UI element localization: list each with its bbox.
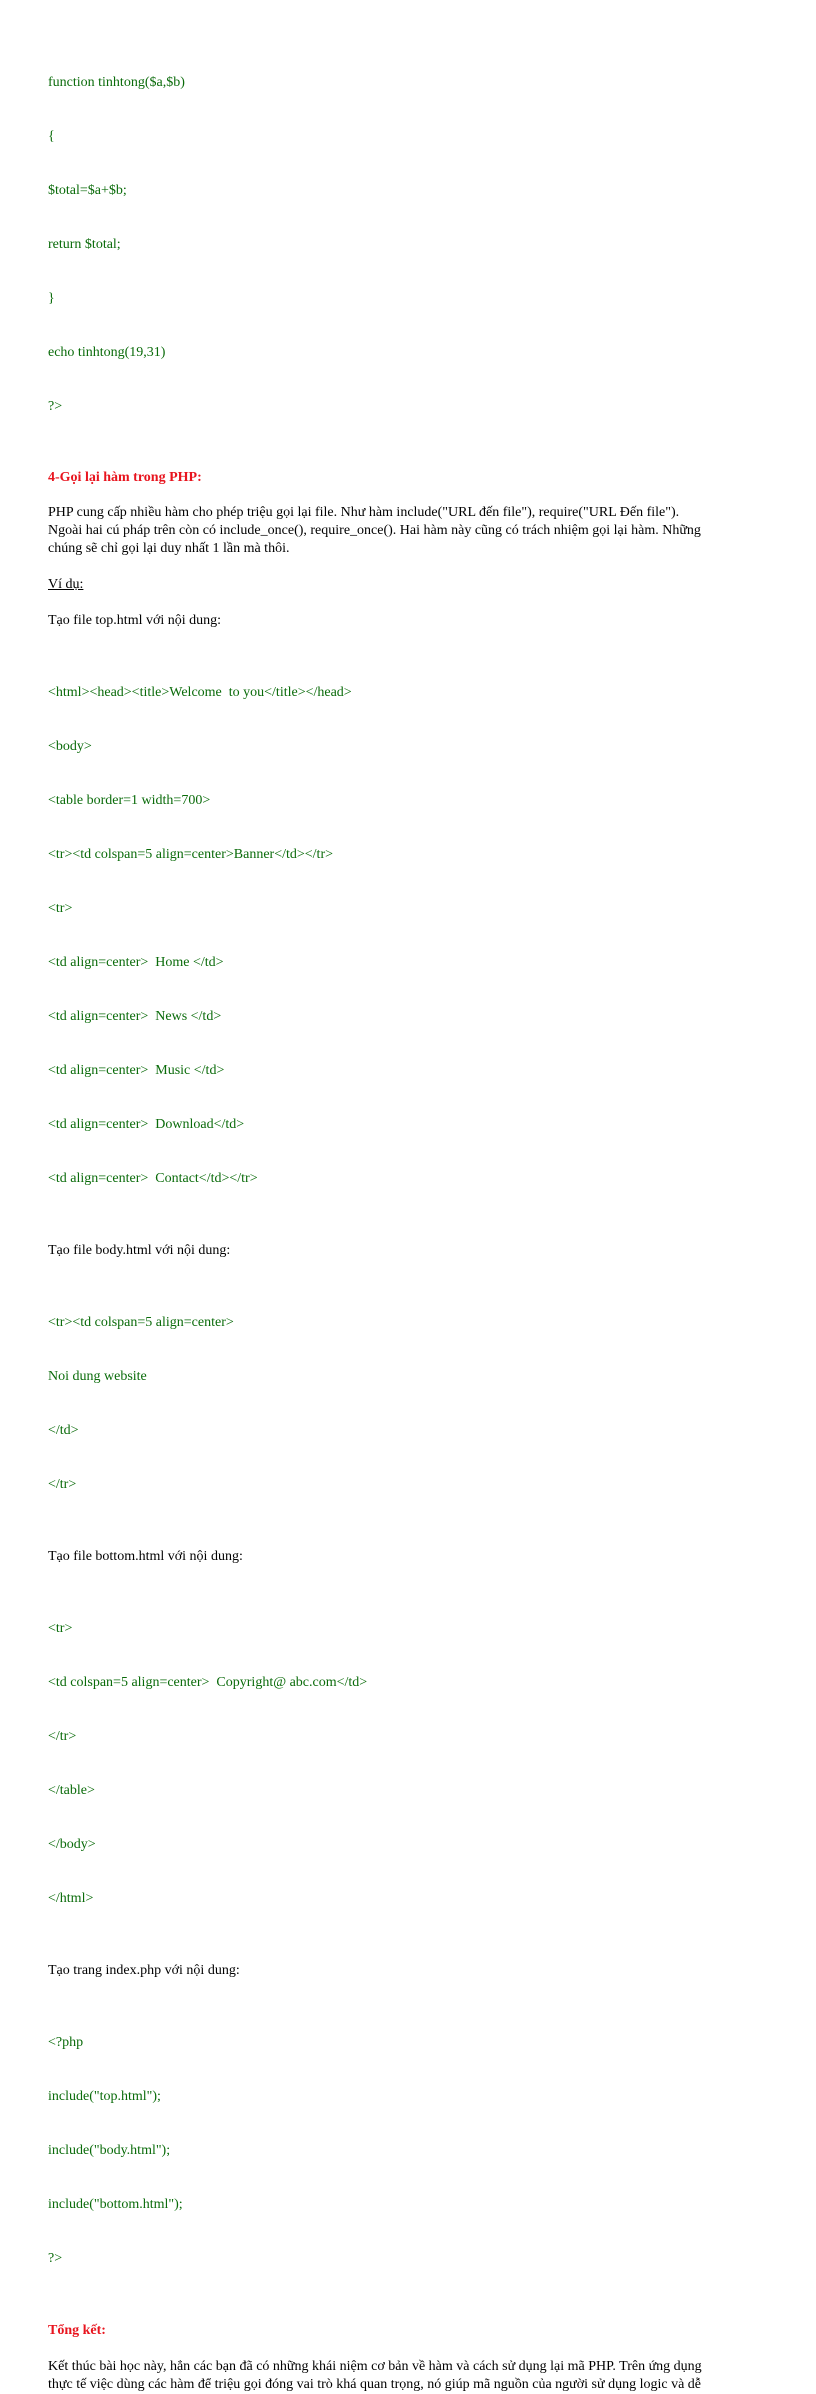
paragraph-line: chúng sẽ chỉ gọi lại duy nhất 1 lần mà thôi. bbox=[48, 541, 290, 556]
code-line: <body> bbox=[48, 739, 92, 754]
code-line: </body> bbox=[48, 1837, 96, 1852]
code-line: ?> bbox=[48, 399, 63, 414]
code-line: <tr><td colspan=5 align=center> bbox=[48, 1315, 234, 1330]
code-line: include("body.html"); bbox=[48, 2143, 171, 2158]
code-line: <td align=center> Download</td> bbox=[48, 1117, 245, 1132]
paragraph-line: PHP cung cấp nhiều hàm cho phép triệu gọi lại file. Như hàm include("URL đến file"), require("URL Đến file"). bbox=[48, 505, 680, 520]
code-block-top-html bbox=[48, 648, 748, 1224]
code-line: </tr> bbox=[48, 1477, 77, 1492]
code-line: <td align=center> News </td> bbox=[48, 1009, 222, 1024]
code-line: <tr><td colspan=5 align=center>Banner</td></tr> bbox=[48, 847, 333, 862]
code-line: </table> bbox=[48, 1783, 95, 1798]
code-line: <tr> bbox=[48, 1621, 73, 1636]
code-line: include("top.html"); bbox=[48, 2089, 161, 2104]
bottom-file-label: Tạo file bottom.html với nội dung: bbox=[48, 1549, 243, 1564]
code-line: </html> bbox=[48, 1891, 94, 1906]
paragraph-line: thực tế việc dùng các hàm để triệu gọi đóng vai trò khá quan trọng, nó giúp mã nguồn của người sử dụng logic và dễ bbox=[48, 2377, 702, 2392]
code-line: ?> bbox=[48, 2251, 63, 2266]
code-line: echo tinhtong(19,31) bbox=[48, 345, 166, 360]
code-line: <?php bbox=[48, 2035, 84, 2050]
code-line: <td align=center> Contact</td></tr> bbox=[48, 1171, 258, 1186]
summary-heading: Tổng kết: bbox=[48, 2323, 106, 2338]
code-line: <td align=center> Music </td> bbox=[48, 1063, 225, 1078]
code-line: } bbox=[48, 291, 55, 306]
paragraph-line: Kết thúc bài học này, hẳn các bạn đã có những khái niệm cơ bản về hàm và cách sử dụng lại mã PHP. Trên ứng dụng bbox=[48, 2359, 702, 2374]
summary-paragraph bbox=[48, 2358, 748, 2394]
intro-paragraph bbox=[48, 504, 748, 558]
example-label: Ví dụ: bbox=[48, 577, 84, 592]
code-line: <tr> bbox=[48, 901, 73, 916]
code-line: include("bottom.html"); bbox=[48, 2197, 183, 2212]
code-line: { bbox=[48, 129, 55, 144]
paragraph-line: Ngoài hai cú pháp trên còn có include_once(), require_once(). Hai hàm này cũng có trách nhiệm gọi lại hàm. Những bbox=[48, 523, 701, 538]
code-block-body-html bbox=[48, 1278, 748, 1530]
code-line: <td align=center> Home </td> bbox=[48, 955, 224, 970]
code-block-index-php bbox=[48, 1998, 748, 2304]
code-block-function bbox=[48, 38, 748, 452]
code-line: Noi dung website bbox=[48, 1369, 147, 1384]
code-line: $total=$a+$b; bbox=[48, 183, 127, 198]
code-block-bottom-html bbox=[48, 1584, 748, 1944]
code-line: function tinhtong($a,$b) bbox=[48, 75, 185, 90]
section-heading: 4-Gọi lại hàm trong PHP: bbox=[48, 470, 202, 485]
code-line: <table border=1 width=700> bbox=[48, 793, 211, 808]
code-line: <td colspan=5 align=center> Copyright@ abc.com</td> bbox=[48, 1675, 368, 1690]
code-line: return $total; bbox=[48, 237, 121, 252]
body-file-label: Tạo file body.html với nội dung: bbox=[48, 1243, 231, 1258]
document-page bbox=[48, 38, 748, 2394]
code-line: </tr> bbox=[48, 1729, 77, 1744]
index-file-label: Tạo trang index.php với nội dung: bbox=[48, 1963, 240, 1978]
code-line: <html><head><title>Welcome to you</title></head> bbox=[48, 685, 352, 700]
code-line: </td> bbox=[48, 1423, 79, 1438]
top-file-label: Tạo file top.html với nội dung: bbox=[48, 613, 222, 628]
